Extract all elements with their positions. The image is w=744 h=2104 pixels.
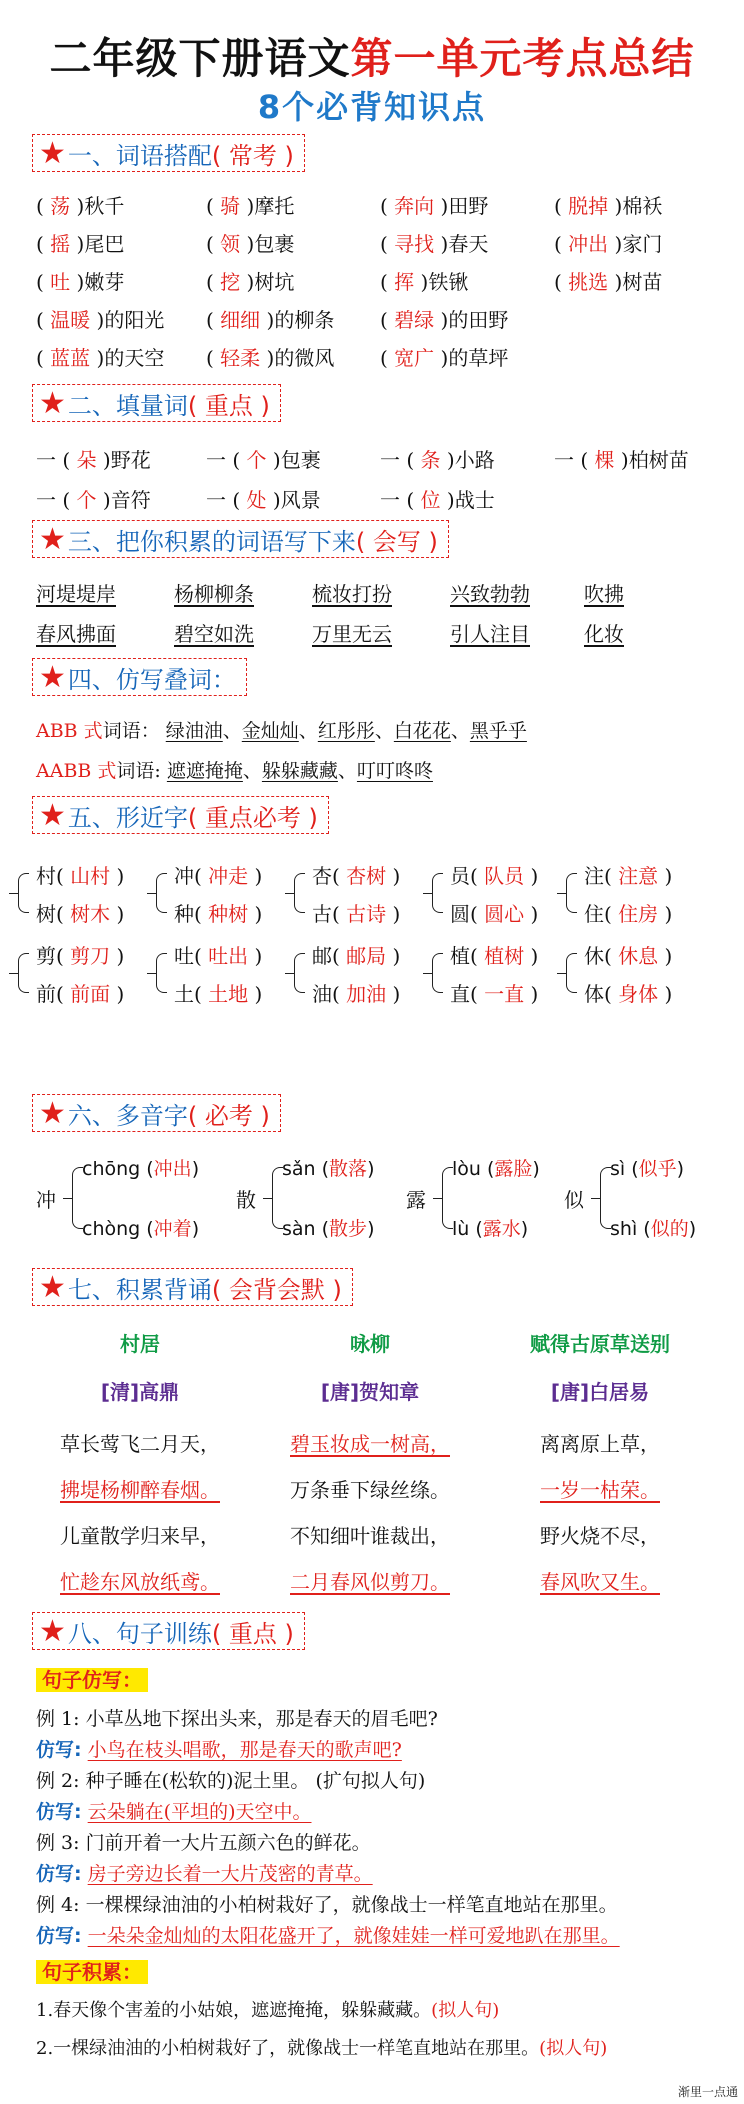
phrase-answer: 轻柔 <box>220 346 261 370</box>
poem-line: 草长莺飞二月天， <box>60 1432 220 1456</box>
phrase-item: ( 挑选 )树苗 <box>554 270 663 294</box>
phrase-answer: 寻找 <box>394 232 435 256</box>
reduplicated-word: 白花花 <box>393 720 451 742</box>
measure-answer: 个 <box>246 448 267 472</box>
polyphone-word: 似乎 <box>638 1158 677 1180</box>
similar-char-item: 杏( 杏树 ) <box>312 864 401 888</box>
page-title: 二年级下册语文第一单元考点总结 <box>49 34 695 83</box>
brace-icon <box>156 953 167 993</box>
similar-word: 剪刀 <box>70 944 111 968</box>
measure-answer: 朵 <box>76 448 97 472</box>
phrase-word: 嫩芽 <box>84 270 125 294</box>
section-5-header: ★ 五、 形近字 ( 重点必考 ) <box>32 796 329 834</box>
similar-char: 植 <box>450 944 470 968</box>
similar-char: 体 <box>584 982 604 1006</box>
pinyin: sǎn <box>282 1158 316 1180</box>
star-icon: ★ <box>39 1095 66 1131</box>
sentence-label: 例 1: <box>36 1708 80 1730</box>
similar-char-item: 体( 身体 ) <box>584 982 673 1006</box>
measure-noun: 柏树苗 <box>628 448 689 472</box>
sentence-line <box>36 1704 438 1731</box>
star-icon: ★ <box>39 521 66 557</box>
similar-char-item: 邮( 邮局 ) <box>312 944 401 968</box>
polyphone-char: 似 <box>564 1188 584 1212</box>
section-3-header: ★ 三、 把你积累的词语写下来 ( 会写 ) <box>32 520 449 558</box>
brace-icon <box>18 953 29 993</box>
sentence-text: 种子睡在(松软的)泥土里。 (扩句拟人句) <box>85 1770 426 1792</box>
similar-word: 古诗 <box>346 902 387 926</box>
brace-icon <box>294 873 305 913</box>
accumulated-sentence <box>36 1996 499 2022</box>
measure-noun: 野花 <box>110 448 151 472</box>
polyphone-word: 露水 <box>482 1218 521 1240</box>
poem-line: 拂堤杨柳醉春烟。 <box>60 1478 220 1502</box>
phrase-item: ( 骑 )摩托 <box>206 194 295 218</box>
phrase-word: 秋千 <box>84 194 125 218</box>
similar-char: 村 <box>36 864 56 888</box>
similar-char-item: 古( 古诗 ) <box>312 902 401 926</box>
pinyin: lòu <box>452 1158 481 1180</box>
polyphone-char: 露 <box>406 1188 426 1212</box>
brace-icon <box>566 873 577 913</box>
phrase-item: ( 寻找 )春天 <box>380 232 489 256</box>
similar-char-item: 员( 队员 ) <box>450 864 539 888</box>
footer-watermark: 渐里一点通 <box>677 2085 738 2099</box>
phrase-answer: 骑 <box>220 194 241 218</box>
polyphone-word: 似的 <box>650 1218 689 1240</box>
similar-char-item: 冲( 冲走 ) <box>174 864 263 888</box>
similar-char: 前 <box>36 982 56 1006</box>
sentence-label: 例 3: <box>36 1832 80 1854</box>
phrase-item: ( 碧绿 )的田野 <box>380 308 509 332</box>
phrase-item: ( 蓝蓝 )的天空 <box>36 346 165 370</box>
similar-word: 山村 <box>70 864 111 888</box>
poem-line: 不知细叶谁裁出， <box>290 1524 450 1548</box>
phrase-item: ( 挥 )铁锹 <box>380 270 469 294</box>
similar-char: 注 <box>584 864 604 888</box>
reduplicated-word: 黑乎乎 <box>469 720 527 742</box>
phrase-item: ( 吐 )嫩芽 <box>36 270 125 294</box>
similar-word: 邮局 <box>346 944 387 968</box>
polyphone-reading: sàn (散步) <box>282 1218 375 1240</box>
brace-icon <box>566 953 577 993</box>
pinyin: sàn <box>282 1218 316 1240</box>
similar-word: 身体 <box>618 982 659 1006</box>
section-2-header: ★ 二、 填量词 ( 重点 ) <box>32 384 281 422</box>
reduplicated-word: 红彤彤 <box>317 720 375 742</box>
measure-item: 一 ( 棵 )柏树苗 <box>554 448 689 472</box>
similar-char-item: 油( 加油 ) <box>312 982 401 1006</box>
polyphone-reading: lù (露水) <box>452 1218 529 1240</box>
sentence-text: 一棵棵绿油油的小柏树栽好了，就像战士一样笔直地站在那里。 <box>85 1894 618 1916</box>
written-word: 引人注目 <box>450 622 530 646</box>
similar-char: 剪 <box>36 944 56 968</box>
sentence-line <box>36 1766 425 1793</box>
similar-char: 休 <box>584 944 604 968</box>
polyphone-reading: sǎn (散落) <box>282 1158 375 1180</box>
star-icon: ★ <box>39 1269 66 1305</box>
similar-char: 杏 <box>312 864 332 888</box>
similar-word: 休息 <box>618 944 659 968</box>
accumulated-sentence <box>36 2034 607 2060</box>
similar-char-item: 村( 山村 ) <box>36 864 125 888</box>
poem-line: 一岁一枯荣。 <box>540 1478 660 1502</box>
similar-char-item: 剪( 剪刀 ) <box>36 944 125 968</box>
polyphone-char: 冲 <box>36 1188 56 1212</box>
similar-char-item: 休( 休息 ) <box>584 944 673 968</box>
measure-item: 一 ( 处 )风景 <box>206 488 321 512</box>
poem-line: 万条垂下绿丝绦。 <box>290 1478 450 1502</box>
phrase-item: ( 脱掉 )棉袄 <box>554 194 663 218</box>
similar-char-item: 直( 一直 ) <box>450 982 539 1006</box>
written-word: 梳妆打扮 <box>312 582 392 606</box>
brace-icon <box>294 953 305 993</box>
similar-char-item: 植( 植树 ) <box>450 944 539 968</box>
measure-item: 一 ( 条 )小路 <box>380 448 495 472</box>
similar-word: 杏树 <box>346 864 387 888</box>
sentence-label: 仿写: <box>36 1801 82 1823</box>
polyphone-reading: chōng (冲出) <box>82 1158 200 1180</box>
similar-word: 吐出 <box>208 944 249 968</box>
similar-char: 古 <box>312 902 332 926</box>
phrase-answer: 领 <box>220 232 241 256</box>
imitation-heading: 句子仿写： <box>36 1664 148 1693</box>
measure-answer: 条 <box>420 448 441 472</box>
phrase-word: 棉袄 <box>622 194 663 218</box>
phrase-item: ( 冲出 )家门 <box>554 232 663 256</box>
similar-word: 加油 <box>346 982 387 1006</box>
phrase-item: ( 温暖 )的阳光 <box>36 308 165 332</box>
brace-icon <box>432 873 443 913</box>
reduplicated-word: 金灿灿 <box>241 720 299 742</box>
polyphone-word: 冲出 <box>153 1158 192 1180</box>
polyphone-reading: lòu (露脸) <box>452 1158 540 1180</box>
phrase-word: 尾巴 <box>84 232 125 256</box>
abb-words: 绿油油、金灿灿、红彤彤、白花花、黑乎乎 <box>165 720 527 742</box>
section-1-header: ★ 一、 词语搭配 ( 常考 ) <box>32 134 305 172</box>
brace-icon <box>18 873 29 913</box>
phrase-answer: 宽广 <box>394 346 435 370</box>
sentence-text: 云朵躺在(平坦的)天空中。 <box>87 1801 312 1823</box>
phrase-word: 包裹 <box>254 232 295 256</box>
sentence-type-tag: (拟人句) <box>539 2038 608 2059</box>
phrase-word: 家门 <box>622 232 663 256</box>
sentence-text: 一朵朵金灿灿的太阳花盛开了，就像娃娃一样可爱地趴在那里。 <box>87 1925 620 1947</box>
similar-char: 住 <box>584 902 604 926</box>
abb-row: ABB 式词语： 绿油油、金灿灿、红彤彤、白花花、黑乎乎 <box>36 720 527 742</box>
measure-noun: 风景 <box>280 488 321 512</box>
phrase-word: 树坑 <box>254 270 295 294</box>
written-word: 吹拂 <box>584 582 624 606</box>
pinyin: chòng <box>82 1218 141 1240</box>
phrase-word: 的柳条 <box>274 308 335 332</box>
similar-char: 种 <box>174 902 194 926</box>
phrase-answer: 挑选 <box>568 270 609 294</box>
accumulated-text: 2.一棵绿油油的小柏树栽好了，就像战士一样笔直地站在那里。 <box>36 2038 540 2059</box>
similar-char: 土 <box>174 982 194 1006</box>
sentence-label: 仿写: <box>36 1739 82 1761</box>
pinyin: sì <box>610 1158 626 1180</box>
similar-word: 树木 <box>70 902 111 926</box>
phrase-answer: 蓝蓝 <box>50 346 91 370</box>
similar-char-item: 住( 住房 ) <box>584 902 673 926</box>
phrase-answer: 冲出 <box>568 232 609 256</box>
similar-word: 一直 <box>484 982 525 1006</box>
measure-answer: 棵 <box>594 448 615 472</box>
phrase-item: ( 宽广 )的草坪 <box>380 346 509 370</box>
similar-char: 吐 <box>174 944 194 968</box>
sentence-label: 仿写: <box>36 1863 82 1885</box>
measure-item: 一 ( 个 )包裹 <box>206 448 321 472</box>
polyphone-word: 散步 <box>329 1218 368 1240</box>
similar-word: 注意 <box>618 864 659 888</box>
poem-author: [唐]白居易 <box>550 1380 650 1404</box>
phrase-item: ( 挖 )树坑 <box>206 270 295 294</box>
sentence-line <box>36 1890 618 1917</box>
similar-char-item: 土( 土地 ) <box>174 982 263 1006</box>
phrase-item: ( 轻柔 )的微风 <box>206 346 335 370</box>
similar-word: 种树 <box>208 902 249 926</box>
phrase-answer: 挖 <box>220 270 241 294</box>
similar-char: 员 <box>450 864 470 888</box>
phrase-item: ( 领 )包裹 <box>206 232 295 256</box>
sentence-text: 房子旁边长着一大片茂密的青草。 <box>87 1863 373 1885</box>
measure-item: 一 ( 个 )音符 <box>36 488 151 512</box>
polyphone-reading: sì (似乎) <box>610 1158 685 1180</box>
similar-char: 油 <box>312 982 332 1006</box>
measure-answer: 处 <box>246 488 267 512</box>
poem-title: 赋得古原草送别 <box>530 1332 670 1356</box>
phrase-answer: 细细 <box>220 308 261 332</box>
phrase-answer: 脱掉 <box>568 194 609 218</box>
similar-char: 邮 <box>312 944 332 968</box>
phrase-word: 的田野 <box>448 308 509 332</box>
sentence-label: 例 4: <box>36 1894 80 1916</box>
section-6-header: ★ 六、 多音字 ( 必考 ) <box>32 1094 281 1132</box>
poem-line: 忙趁东风放纸鸢。 <box>60 1570 220 1594</box>
similar-word: 住房 <box>618 902 659 926</box>
section-4-header: ★ 四、 仿写叠词： <box>32 658 247 696</box>
similar-char-item: 圆( 圆心 ) <box>450 902 539 926</box>
sentence-line <box>36 1797 311 1824</box>
poem-title: 咏柳 <box>350 1332 390 1356</box>
similar-char: 树 <box>36 902 56 926</box>
reduplicated-word: 绿油油 <box>165 720 223 742</box>
section-8-header: ★ 八、 句子训练 ( 重点 ) <box>32 1612 305 1650</box>
polyphone-word: 露脸 <box>494 1158 533 1180</box>
pinyin: chōng <box>82 1158 141 1180</box>
similar-char: 冲 <box>174 864 194 888</box>
star-icon: ★ <box>39 1613 66 1649</box>
phrase-word: 的草坪 <box>448 346 509 370</box>
sentence-line <box>36 1921 620 1948</box>
similar-word: 队员 <box>484 864 525 888</box>
sentence-label: 例 2: <box>36 1770 80 1792</box>
similar-char-item: 树( 树木 ) <box>36 902 125 926</box>
similar-word: 圆心 <box>484 902 525 926</box>
poem-line: 二月春风似剪刀。 <box>290 1570 450 1594</box>
sentence-type-tag: (拟人句) <box>431 2000 500 2021</box>
poem-title: 村居 <box>120 1332 160 1356</box>
measure-noun: 包裹 <box>280 448 321 472</box>
phrase-answer: 碧绿 <box>394 308 435 332</box>
phrase-item: ( 摇 )尾巴 <box>36 232 125 256</box>
similar-char-item: 吐( 吐出 ) <box>174 944 263 968</box>
poem-line: 野火烧不尽， <box>540 1524 660 1548</box>
page-subtitle: 8个必背知识点 <box>257 88 487 126</box>
measure-noun: 音符 <box>110 488 151 512</box>
similar-char: 直 <box>450 982 470 1006</box>
aabb-row: AABB 式词语: 遮遮掩掩、躲躲藏藏、叮叮咚咚 <box>36 760 433 782</box>
written-word: 化妆 <box>584 622 624 646</box>
aabb-words: 遮遮掩掩、躲躲藏藏、叮叮咚咚 <box>166 760 433 782</box>
accumulation-heading: 句子积累： <box>36 1956 148 1985</box>
phrase-answer: 挥 <box>394 270 415 294</box>
poem-line: 碧玉妆成一树高， <box>290 1432 450 1456</box>
phrase-item: ( 细细 )的柳条 <box>206 308 335 332</box>
phrase-item: ( 荡 )秋千 <box>36 194 125 218</box>
measure-item: 一 ( 朵 )野花 <box>36 448 151 472</box>
phrase-word: 摩托 <box>254 194 295 218</box>
phrase-answer: 温暖 <box>50 308 91 332</box>
phrase-answer: 摇 <box>50 232 71 256</box>
written-word: 兴致勃勃 <box>450 582 530 606</box>
written-word: 碧空如洗 <box>174 622 254 646</box>
polyphone-word: 冲着 <box>153 1218 192 1240</box>
phrase-answer: 吐 <box>50 270 71 294</box>
written-word: 万里无云 <box>312 622 392 646</box>
reduplicated-word: 遮遮掩掩 <box>166 760 243 782</box>
sentence-line <box>36 1735 402 1762</box>
pinyin: lù <box>452 1218 470 1240</box>
phrase-answer: 荡 <box>50 194 71 218</box>
similar-char-item: 注( 注意 ) <box>584 864 673 888</box>
phrase-word: 春天 <box>448 232 489 256</box>
phrase-word: 的微风 <box>274 346 335 370</box>
sentence-line <box>36 1828 371 1855</box>
accumulated-text: 1.春天像个害羞的小姑娘，遮遮掩掩，躲躲藏藏。 <box>36 2000 432 2021</box>
similar-word: 植树 <box>484 944 525 968</box>
similar-char-item: 种( 种树 ) <box>174 902 263 926</box>
brace-icon <box>432 953 443 993</box>
phrase-answer: 奔向 <box>394 194 435 218</box>
written-word: 河堤堤岸 <box>36 582 116 606</box>
similar-char: 圆 <box>450 902 470 926</box>
star-icon: ★ <box>39 659 66 695</box>
poem-line: 儿童散学归来早， <box>60 1524 220 1548</box>
phrase-item: ( 奔向 )田野 <box>380 194 489 218</box>
poem-line: 离离原上草， <box>540 1432 660 1456</box>
phrase-word: 的天空 <box>104 346 165 370</box>
measure-item: 一 ( 位 )战士 <box>380 488 495 512</box>
phrase-word: 的阳光 <box>104 308 165 332</box>
section-7-header: ★ 七、 积累背诵 ( 会背会默 ) <box>32 1268 353 1306</box>
sentence-text: 小草丛地下探出头来，那是春天的眉毛吧? <box>85 1708 438 1730</box>
polyphone-char: 散 <box>236 1188 256 1212</box>
measure-answer: 个 <box>76 488 97 512</box>
measure-answer: 位 <box>420 488 441 512</box>
sentence-label: 仿写: <box>36 1925 82 1947</box>
star-icon: ★ <box>39 797 66 833</box>
sentence-text: 门前开着一大片五颜六色的鲜花。 <box>85 1832 371 1854</box>
written-word: 春风拂面 <box>36 622 116 646</box>
phrase-word: 铁锹 <box>428 270 469 294</box>
phrase-word: 田野 <box>448 194 489 218</box>
poem-line: 春风吹又生。 <box>540 1570 660 1594</box>
polyphone-word: 散落 <box>329 1158 368 1180</box>
similar-word: 前面 <box>70 982 111 1006</box>
sentence-text: 小鸟在枝头唱歌，那是春天的歌声吧? <box>87 1739 402 1761</box>
polyphone-reading: shì (似的) <box>610 1218 697 1240</box>
written-word: 杨柳柳条 <box>174 582 254 606</box>
sentence-line <box>36 1859 373 1886</box>
similar-word: 土地 <box>208 982 249 1006</box>
poem-author: [唐]贺知章 <box>320 1380 420 1404</box>
reduplicated-word: 叮叮咚咚 <box>356 760 433 782</box>
star-icon: ★ <box>39 135 66 171</box>
reduplicated-word: 躲躲藏藏 <box>261 760 338 782</box>
brace-icon <box>156 873 167 913</box>
pinyin: shì <box>610 1218 638 1240</box>
polyphone-reading: chòng (冲着) <box>82 1218 200 1240</box>
star-icon: ★ <box>39 385 66 421</box>
phrase-word: 树苗 <box>622 270 663 294</box>
similar-word: 冲走 <box>208 864 249 888</box>
measure-noun: 小路 <box>454 448 495 472</box>
poem-author: [清]高鼎 <box>100 1380 180 1404</box>
measure-noun: 战士 <box>454 488 495 512</box>
similar-char-item: 前( 前面 ) <box>36 982 125 1006</box>
